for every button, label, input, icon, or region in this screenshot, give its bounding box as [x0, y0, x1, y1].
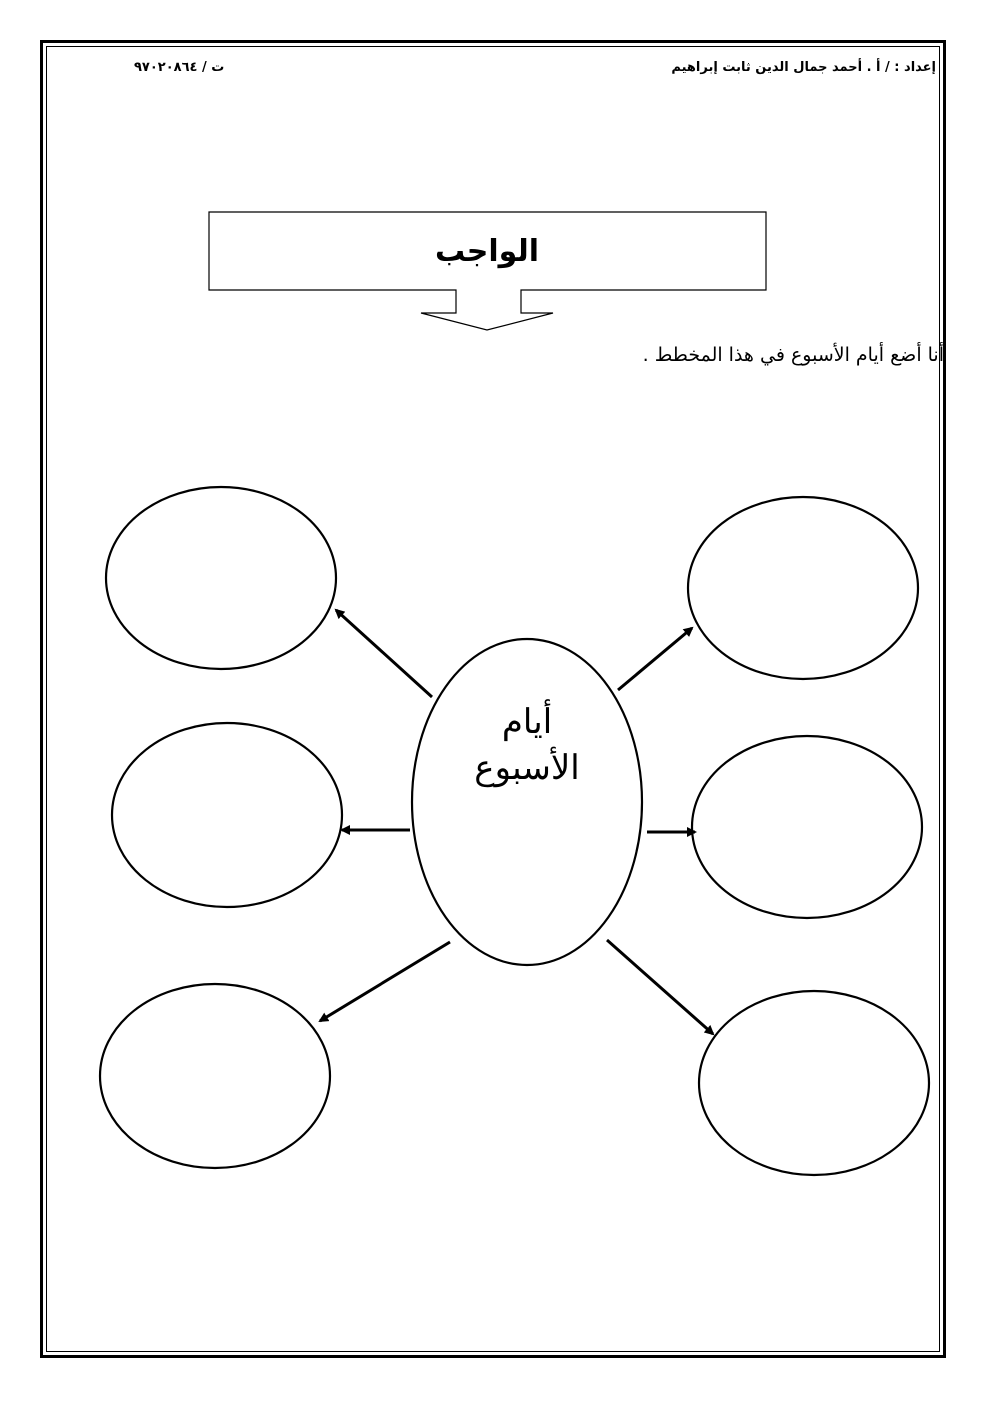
instruction-text: أنا أضع أيام الأسبوع في هذا المخطط . [642, 344, 944, 366]
outer-node-middle-left[interactable] [112, 723, 342, 907]
arrow-to-bottom-left [320, 942, 450, 1021]
outer-node-bottom-right[interactable] [699, 991, 929, 1175]
center-node-label [412, 700, 642, 792]
center-label-line-1: أيام [501, 702, 553, 742]
outer-node-top-right[interactable] [688, 497, 918, 679]
arrow-to-top-right [618, 628, 692, 690]
arrow-to-bottom-right [607, 940, 713, 1034]
outer-node-top-left[interactable] [106, 487, 336, 669]
author-credit: إعداد : / أ . أحمد جمال الدين ثابت إبراهيم [671, 60, 936, 75]
phone-number: ت / ٩٧٠٢٠٨٦٤ [134, 60, 225, 75]
center-node [412, 639, 642, 965]
center-label-line-2: الأسبوع [474, 747, 580, 788]
outer-node-bottom-left[interactable] [100, 984, 330, 1168]
outer-node-middle-right[interactable] [692, 736, 922, 918]
page-title: الواجب [434, 233, 540, 269]
arrow-to-top-left [336, 610, 432, 697]
